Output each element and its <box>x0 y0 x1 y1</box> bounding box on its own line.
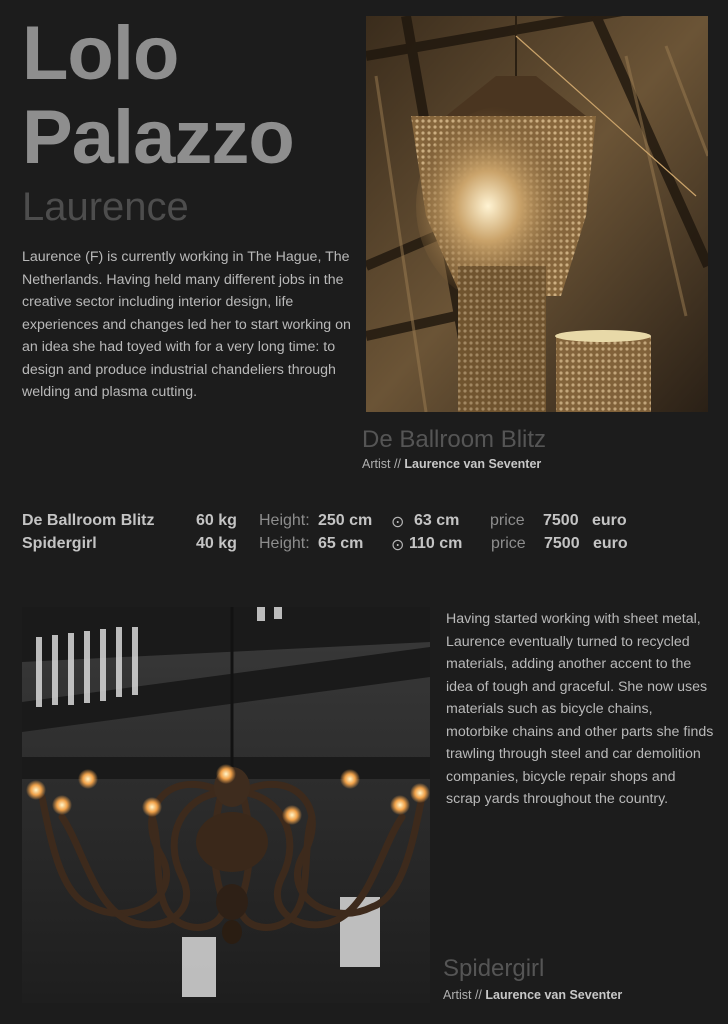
spec-price-label: price <box>491 535 526 552</box>
spec-height-label: Height: <box>259 512 310 529</box>
spec-row-ballroom-blitz <box>20 512 720 534</box>
spec-name: Spidergirl <box>22 535 97 552</box>
product2-caption-title: Spidergirl <box>443 955 545 982</box>
page-subtitle: Laurence <box>22 185 189 229</box>
spec-weight: 60 kg <box>196 512 237 529</box>
artist-name: Laurence van Seventer <box>404 457 542 471</box>
intro-paragraph: Laurence (F) is currently working in The Hague, The Netherlands. Having held many different jobs in the creative sector including interior design, life experiences and changes led her to start working on an idea she had toyed with for a very long time: to design and produce industrial chandeliers through welding and plasma cutting. <box>22 249 351 400</box>
spec-currency: euro <box>593 535 628 552</box>
product2-artist-credit <box>443 988 622 1002</box>
diameter-icon: ⊙ <box>391 537 405 554</box>
spec-currency: euro <box>592 512 627 529</box>
spec-height: 65 cm <box>318 535 364 552</box>
spidergirl-photo <box>22 607 430 1003</box>
ballroom-blitz-photo <box>366 16 708 412</box>
spec-diameter: 63 cm <box>414 512 460 529</box>
page-title-line1: Lolo <box>22 11 179 96</box>
artist-prefix: Artist // <box>362 457 401 471</box>
spec-row-spidergirl <box>20 535 720 557</box>
diameter-icon: ⊙ <box>391 514 405 531</box>
spec-weight: 40 kg <box>196 535 237 552</box>
artist-prefix: Artist // <box>443 988 482 1002</box>
spec-height: 250 cm <box>318 512 373 529</box>
product1-caption-title: De Ballroom Blitz <box>362 426 547 453</box>
story-paragraph: Having started working with sheet metal, Laurence eventually turned to recycled materials, adding another accent to the idea of tough and graceful. She now uses materials such as bicycle chains, motorbike chains and other parts she finds trawling through steel and car demolition companies, bicycle repair shops and scrap yards throughout the country. <box>446 611 714 807</box>
spec-price: 7500 <box>544 535 580 552</box>
spec-price-label: price <box>490 512 525 529</box>
artist-name: Laurence van Seventer <box>485 988 623 1002</box>
page-title-line2: Palazzo <box>22 95 294 180</box>
spec-name: De Ballroom Blitz <box>22 512 155 529</box>
spec-price: 7500 <box>543 512 579 529</box>
spec-height-label: Height: <box>259 535 310 552</box>
product1-artist-credit <box>362 457 541 471</box>
spec-diameter: 110 cm <box>409 535 463 552</box>
